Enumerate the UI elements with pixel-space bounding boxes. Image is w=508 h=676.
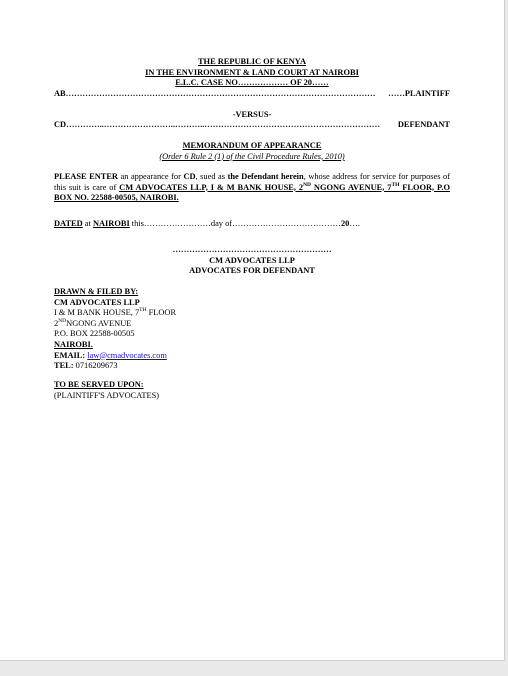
tel-number: 0716209673 <box>73 361 118 371</box>
dated-year: 20 <box>340 219 350 228</box>
republic-heading: THE REPUBLIC OF KENYA <box>197 57 307 66</box>
dated-end: …. <box>349 219 360 228</box>
dated-blanks: this……………………day of………………………………… <box>129 219 341 228</box>
status-bar <box>0 661 508 676</box>
email-label: EMAIL: <box>54 350 86 360</box>
drawn-filed-label: DRAWN & FILED BY: <box>54 287 139 296</box>
email-link[interactable]: law@cmadvocates.com <box>87 350 167 360</box>
dated-place: NAIROBI <box>92 219 130 228</box>
dated-at-text: at <box>82 219 93 228</box>
plaintiff-label: ……PLAINTIFF <box>388 89 450 98</box>
memorandum-heading <box>54 141 450 162</box>
plaintiff-dots: ………………………………………………………………………………………………… <box>65 89 376 98</box>
defendant-dots: …………..……………………..………..……………………………………………………… <box>66 120 381 129</box>
defendant-label: DEFENDANT <box>397 120 450 129</box>
served-label: TO BE SERVED UPON: <box>54 380 144 389</box>
court-heading <box>54 57 450 89</box>
drawn-firm: CM ADVOCATES LLP <box>54 297 140 307</box>
paragraph-text-3: , whose address for service for purposes of this suit is care of <box>54 172 451 192</box>
signature-firm: CM ADVOCATES LLP <box>209 255 295 265</box>
defendant-ref: CD <box>183 172 196 181</box>
signature-block <box>54 245 450 277</box>
court-name-heading: IN THE ENVIRONMENT & LAND COURT AT NAIROBI <box>145 67 359 77</box>
paragraph-text-1: an appearance for <box>117 172 184 181</box>
defendant-name: CD <box>54 120 67 129</box>
dated-line <box>54 219 450 230</box>
memorandum-title: MEMORANDUM OF APPEARANCE <box>182 141 322 150</box>
drawn-city: NAIROBI. <box>54 339 93 349</box>
served-party: (PLAINTIFF'S ADVOCATES) <box>54 390 160 400</box>
drawn-address-3: P.O. BOX 22588-00505 <box>54 329 135 339</box>
signature-line: ………………………………………………… <box>172 245 332 254</box>
appearance-paragraph <box>54 172 450 204</box>
email-line <box>54 351 450 362</box>
tel-label: TEL: <box>54 361 74 371</box>
served-block <box>54 380 450 401</box>
signature-role: ADVOCATES FOR DEFENDANT <box>189 266 315 276</box>
please-enter-text: PLEASE ENTER <box>54 172 118 181</box>
service-address-1: CM ADVOCATES LLP, I & M BANK HOUSE, 2ND NGONG AVENUE, 7TH FLOOR, P.O BOX NO. 22588-00505, NAIROBI. <box>54 181 450 203</box>
case-number-heading: E.L.C. CASE NO……………… OF 20…… <box>175 78 329 88</box>
drawn-filed-block <box>54 287 450 372</box>
defendant-line <box>54 120 450 131</box>
memorandum-subtitle: (Order 6 Rule 2 (1) of the Civil Procedure Rules, 2010) <box>159 151 345 161</box>
dated-label: DATED <box>54 219 83 228</box>
drawn-address-2: 2NDNGONG AVENUE <box>54 317 132 328</box>
drawn-address-1: I & M BANK HOUSE, 7TH FLOOR <box>54 307 177 318</box>
plaintiff-line <box>54 89 450 100</box>
plaintiff-name: AB <box>54 89 66 98</box>
defendant-herein-text: the Defendant herein <box>227 172 304 181</box>
versus-label: -VERSUS- <box>232 110 272 119</box>
paragraph-text-2: , sued as <box>195 172 228 181</box>
tel-line <box>54 361 450 372</box>
